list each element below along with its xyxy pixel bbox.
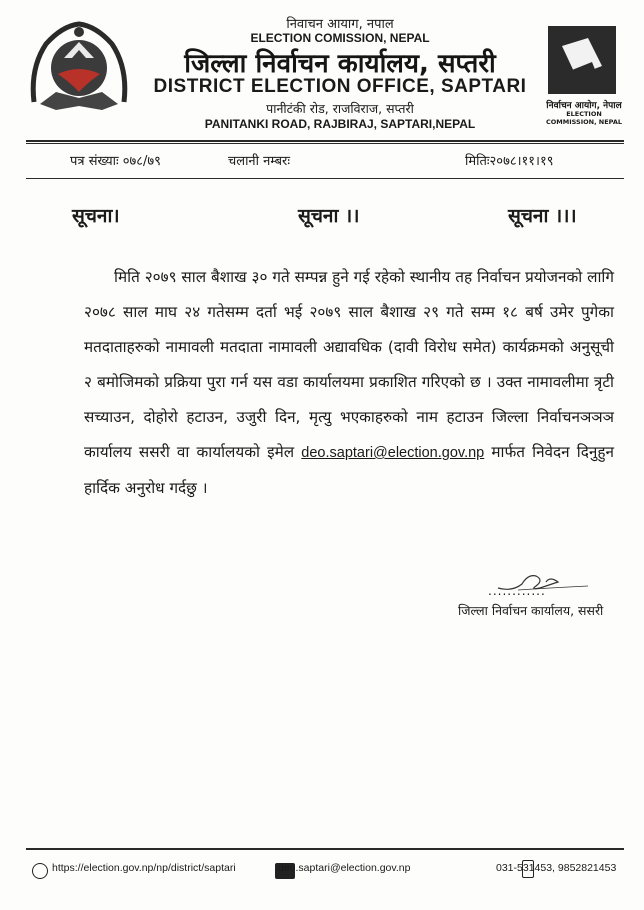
header-english-address: PANITANKI ROAD, RAJBIRAJ, SAPTARI,NEPAL — [204, 117, 476, 131]
footer-divider — [26, 848, 624, 850]
footer-email-link[interactable]: deo.saptari@election.gov.np — [278, 862, 411, 874]
letter-date: मितिः२०७८।११।१९ — [465, 154, 554, 169]
election-commission-logo-icon — [548, 26, 616, 94]
footer-website-link[interactable]: https://election.gov.np/np/district/saptari — [52, 862, 236, 874]
footer-phone-numbers: 031-531453, 9852821453 — [496, 862, 617, 874]
globe-icon — [32, 863, 48, 879]
notice-heading-3: सूचना ।।। — [508, 205, 577, 227]
notice-heading-2: सूचना ।। — [298, 205, 360, 227]
header-nepali-office-title: जिल्ला निर्वाचन कार्यालय, सप्तरी — [184, 49, 496, 79]
header-english-office-title: DISTRICT ELECTION OFFICE, SAPTARI — [153, 76, 527, 97]
letter-reference-number: पत्र संख्याः ०७८/७९ — [70, 154, 161, 169]
notice-body-part2: मार्फत निवेदन दिनुहुन हार्दिक अनुरोध गर्दछु । — [84, 443, 614, 497]
header-english-commission: ELECTION COMISSION, NEPAL — [250, 31, 430, 45]
header-divider-thin — [26, 143, 624, 144]
notice-body-part1: मिति २०७९ साल बैशाख ३० गते सम्पन्न हुने गई रहेको स्थानीय तह निर्वाचन प्रयोजनको लागि २०७८ साल माघ २४ गतेसम्म दर्ता भई २०७९ साल बैशाख २९ गते सम्म १८ बर्ष उमेर पुगेका मतदाताहरुको नामावली मतदाता नामावली अद्यावधिक (दावी विरोध समेत) कार्यक्रमको अनुसूची २ बमोजिमको प्रक्रिया पुरा गर्न यस वडा कार्यालयमा प्रकाशित गरिएको छ । उक्त नामावलीमा त्रृटी सच्याउन, दोहोरो हटाउन, उजुरी दिन, मृत्यु भएकाहरुको नाम हटाउन जिल्ला निर्वाचनञञञ कार्यालय ससरी वा कार्यालयको इमेल — [84, 268, 614, 461]
right-logo-nepali-text: निर्वाचन आयोग, नेपाल — [546, 101, 622, 111]
dispatch-number: चलानी नम्बरः — [228, 154, 290, 169]
reference-divider — [26, 178, 624, 179]
signature-office-name: जिल्ला निर्वाचन कार्यालय, ससरी — [458, 603, 604, 618]
nepal-emblem-icon — [26, 18, 132, 116]
header-nepali-commission: निवाचन आयाग, नपाल — [286, 17, 394, 32]
header-nepali-address: पानीटंकी रोड, राजविराज, सप्तरी — [266, 101, 414, 116]
notice-body — [84, 260, 614, 506]
signature-line: ............ — [488, 584, 546, 598]
notice-heading-1: सूचना। — [72, 205, 120, 227]
right-logo-english-text: ELECTION COMMISSION, NEPAL — [545, 110, 623, 126]
header-divider — [26, 140, 624, 142]
notice-body-email-link[interactable]: deo.saptari@election.gov.np — [301, 445, 485, 461]
